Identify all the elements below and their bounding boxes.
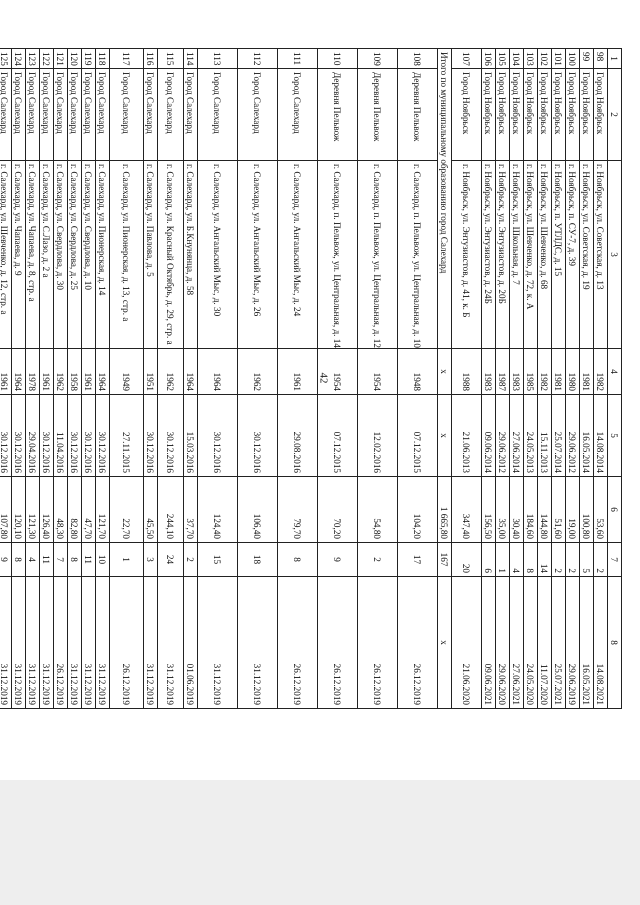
table-header-row [608,49,622,709]
cell-area: 124,40 [198,477,238,543]
cell-area: 30,40 [510,477,524,543]
cell-date: 25.07.2014 [552,395,566,477]
cell-municipality: Деревня Пельвож [358,69,398,161]
cell-address: г. Ноябрьск, ул. Советская, д. 13 [594,161,608,349]
cell-deadline: 26.12.2019 [110,577,144,709]
cell-year: 1964 [12,349,26,395]
cell-date: 12.02.2016 [358,395,398,477]
cell-municipality: Город Ноябрьск [482,69,496,161]
table-row [580,49,594,709]
cell-address: г. Ноябрьск, ул. Энтузиастов, д. 20Б [496,161,510,349]
cell-date: 21.06.2013 [452,395,482,477]
cell-address: г. Салехард, ул. Б.Кнунянца, д. 58 [184,161,198,349]
cell-number: 99 [580,49,594,69]
cell-count: 9 [0,543,12,577]
cell-deadline: 26.12.2019 [318,577,358,709]
cell-municipality: Город Салехард [238,69,278,161]
cell-area: 51,60 [552,477,566,543]
cell-year: 1964 [184,349,198,395]
cell-area: 35,00 [496,477,510,543]
cell-address: г. Салехард, ул. Шевченко, д. 12, стр. а [0,161,12,349]
cell-number: 105 [496,49,510,69]
cell-year: 1983 [510,349,524,395]
cell-address: г. Ноябрьск, ул. Шевченко, д. 72, к. А [524,161,538,349]
cell-date: 09.06.2014 [482,395,496,477]
cell-deadline: 31.12.2019 [96,577,110,709]
cell-municipality: Город Салехард [68,69,82,161]
cell-date: 07.12.2015 [318,395,358,477]
cell-count: 8 [12,543,26,577]
cell-year: 1954 [318,349,358,395]
cell-municipality: Город Салехард [96,69,110,161]
table-row [552,49,566,709]
cell-year: 1961 [40,349,54,395]
cell-year: 1962 [238,349,278,395]
cell-deadline: 31.12.2019 [26,577,40,709]
header-cell: 5 [608,395,622,477]
cell-address: г. Ноябрьск, п. УТЛДС, д. 15 [552,161,566,349]
header-cell: 6 [608,477,622,543]
cell-address: г. Ноябрьск, ул. Советская, д. 19 [580,161,594,349]
cell-address: г. Салехард, ул. Красный Октябрь, д. 29, стр. а [158,161,184,349]
cell-municipality: Город Салехард [184,69,198,161]
registry-table-rotated [0,48,622,708]
cell-number: 118 [96,49,110,69]
cell-date: 30.12.2016 [144,395,158,477]
cell-deadline: 31.12.2019 [158,577,184,709]
cell-count: 2 [566,543,580,577]
subtotal-col5: x [438,395,452,477]
cell-deadline: 21.06.2020 [452,577,482,709]
cell-deadline: 09.06.2021 [482,577,496,709]
cell-area: 156,50 [482,477,496,543]
table-row [538,49,552,709]
cell-number: 103 [524,49,538,69]
table-row [318,49,358,709]
cell-area: 53,60 [594,477,608,543]
cell-year: 1982 [538,349,552,395]
cell-date: 30.12.2016 [40,395,54,477]
cell-area: 144,80 [538,477,552,543]
cell-number: 119 [82,49,96,69]
cell-year: 1985 [524,349,538,395]
cell-number: 101 [552,49,566,69]
cell-area: 244,10 [158,477,184,543]
cell-count: 1 [110,543,144,577]
cell-date: 30.12.2016 [68,395,82,477]
cell-municipality: Город Салехард [0,69,12,161]
cell-count: 24 [158,543,184,577]
cell-municipality: Город Ноябрьск [510,69,524,161]
cell-number: 108 [398,49,438,69]
cell-deadline: 24.05.2020 [524,577,538,709]
cell-deadline: 11.07.2020 [538,577,552,709]
cell-address: г. Ноябрьск, п. СУ-7, д. 39 [566,161,580,349]
cell-date: 16.05.2014 [580,395,594,477]
cell-number: 112 [238,49,278,69]
cell-date: 27.11.2015 [110,395,144,477]
cell-date: 29.08.2016 [278,395,318,477]
cell-number: 110 [318,49,358,69]
cell-address: г. Ноябрьск, ул. Энтузиастов, д. 41, к. Б [452,161,482,349]
table-row [110,49,144,709]
cell-date: 07.12.2015 [398,395,438,477]
registry-table [0,48,622,709]
cell-deadline: 31.12.2019 [238,577,278,709]
cell-year: 1962 [54,349,68,395]
table-row [26,49,40,709]
cell-count: 20 [452,543,482,577]
cell-area: 79,70 [278,477,318,543]
table-row [0,49,12,709]
table-row [398,49,438,709]
cell-year: 1980 [566,349,580,395]
cell-date: 29.04.2016 [26,395,40,477]
cell-date: 30.12.2016 [238,395,278,477]
cell-count: 10 [96,543,110,577]
table-row [496,49,510,709]
header-cell: 8 [608,577,622,709]
cell-year: 1958 [68,349,82,395]
cell-municipality: Город Ноябрьск [566,69,580,161]
cell-address: г. Ноябрьск, ул. Школьная, д. 7 [510,161,524,349]
cell-address: г. Ноябрьск, ул. Шевченко, д. 68 [538,161,552,349]
cell-year: 1951 [144,349,158,395]
cell-municipality: Город Ноябрьск [538,69,552,161]
cell-count: 2 [552,543,566,577]
cell-date: 11.04.2016 [54,395,68,477]
cell-date: 29.06.2012 [566,395,580,477]
cell-deadline: 01.06.2019 [184,577,198,709]
cell-deadline: 31.12.2019 [144,577,158,709]
cell-number: 122 [40,49,54,69]
cell-count: 7 [54,543,68,577]
cell-deadline: 14.08.2021 [594,577,608,709]
table-row [510,49,524,709]
cell-count: 18 [238,543,278,577]
cell-municipality: Деревня Пельвож [318,69,358,161]
cell-municipality: Город Салехард [82,69,96,161]
cell-year: 1982 [594,349,608,395]
cell-number: 98 [594,49,608,69]
cell-address: г. Салехард, ул. Свердлова, д. 25 [68,161,82,349]
cell-deadline: 29.06.2019 [566,577,580,709]
cell-date: 24.05.2013 [524,395,538,477]
cell-address: г. Салехард, п. Пельвож, ул. Центральная, д. 12 [358,161,398,349]
cell-count: 8 [524,543,538,577]
cell-municipality: Город Салехард [158,69,184,161]
cell-deadline: 26.12.2019 [278,577,318,709]
cell-count: 2 [594,543,608,577]
table-row [54,49,68,709]
cell-year: 1961 [82,349,96,395]
cell-area: 19,00 [566,477,580,543]
cell-deadline: 31.12.2019 [68,577,82,709]
cell-municipality: Город Салехард [12,69,26,161]
cell-number: 104 [510,49,524,69]
cell-area: 100,80 [580,477,594,543]
cell-deadline: 29.06.2020 [496,577,510,709]
cell-address: г. Салехард, ул. Свердлова, д. 10 [82,161,96,349]
header-cell: 7 [608,543,622,577]
cell-area: 107,80 [0,477,12,543]
cell-year: 1987 [496,349,510,395]
subtotal-count: 167 [438,543,452,577]
header-cell: 2 [608,69,622,161]
cell-number: 114 [184,49,198,69]
cell-count: 11 [40,543,54,577]
cell-count: 2 [184,543,198,577]
subtotal-col4: x [438,349,452,395]
cell-municipality: Город Салехард [54,69,68,161]
table-row [482,49,496,709]
table-row [452,49,482,709]
cell-deadline: 31.12.2019 [198,577,238,709]
cell-count: 6 [482,543,496,577]
cell-area: 126,40 [40,477,54,543]
cell-year: 1964 [96,349,110,395]
table-row [566,49,580,709]
cell-number: 111 [278,49,318,69]
cell-address: г. Салехард, ул. Ангальский Мыс, д. 30 [198,161,238,349]
cell-area: 121,70 [96,477,110,543]
cell-date: 14.08.2014 [594,395,608,477]
table-row [82,49,96,709]
header-cell: 1 [608,49,622,69]
cell-area: 82,80 [68,477,82,543]
cell-year: 1978 [26,349,40,395]
cell-number: 107 [452,49,482,69]
table-row [198,49,238,709]
table-row [594,49,608,709]
cell-municipality: Город Салехард [144,69,158,161]
subtotal-label: Итого по муниципальному образованию город Салехард [438,49,452,349]
cell-year: 1961 [278,349,318,395]
cell-year: 1949 [110,349,144,395]
cell-number: 115 [158,49,184,69]
subtotal-row [438,49,452,709]
table-row [68,49,82,709]
cell-number: 120 [68,49,82,69]
cell-deadline: 27.06.2021 [510,577,524,709]
cell-municipality: Город Салехард [26,69,40,161]
cell-address: г. Салехард, ул. Пионерская, д. 13, стр. а [110,161,144,349]
cell-count: 15 [198,543,238,577]
cell-year: 1981 [552,349,566,395]
cell-address: г. Ноябрьск, ул. Энтузиастов, д. 24Б [482,161,496,349]
cell-date: 30.12.2016 [82,395,96,477]
cell-municipality: Город Ноябрьск [524,69,538,161]
cell-count: 17 [398,543,438,577]
cell-deadline: 25.07.2021 [552,577,566,709]
table-row [184,49,198,709]
cell-date: 30.12.2016 [96,395,110,477]
cell-deadline: 26.12.2019 [358,577,398,709]
cell-number: 121 [54,49,68,69]
cell-area: 37,70 [184,477,198,543]
cell-year: 1983 [482,349,496,395]
cell-area: 45,50 [144,477,158,543]
cell-number: 113 [198,49,238,69]
cell-count: 4 [26,543,40,577]
cell-area: 121,30 [26,477,40,543]
cell-address: г. Салехард, ул. Свердлова, д. 30 [54,161,68,349]
cell-date: 15.11.2013 [538,395,552,477]
cell-count: 9 [318,543,358,577]
cell-number: 116 [144,49,158,69]
cell-deadline: 31.12.2019 [40,577,54,709]
cell-area: 104,20 [398,477,438,543]
cell-deadline: 31.12.2019 [0,577,12,709]
cell-count: 3 [144,543,158,577]
cell-municipality: Город Салехард [198,69,238,161]
cell-count: 14 [538,543,552,577]
cell-year: 1954 [358,349,398,395]
table-row [96,49,110,709]
cell-year: 1988 [452,349,482,395]
cell-number: 102 [538,49,552,69]
cell-address: г. Салехард, ул. Павлова, д. 5 [144,161,158,349]
table-row [524,49,538,709]
cell-municipality: Город Салехард [110,69,144,161]
cell-number: 106 [482,49,496,69]
header-cell: 3 [608,161,622,349]
cell-area: 70,20 [318,477,358,543]
cell-deadline: 26.12.2019 [54,577,68,709]
registry-table-body [0,49,622,709]
subtotal-col8: x [438,577,452,709]
cell-count: 8 [68,543,82,577]
cell-address: г. Салехард, ул. Чапаева, д. 8, стр. а [26,161,40,349]
cell-area: 184,60 [524,477,538,543]
cell-number: 117 [110,49,144,69]
page-number: 42 [317,372,330,384]
cell-year: 1981 [580,349,594,395]
cell-date: 30.12.2016 [198,395,238,477]
cell-municipality: Город Ноябрьск [496,69,510,161]
cell-area: 106,40 [238,477,278,543]
cell-address: г. Салехард, п. Пельвож, ул. Центральная, д. 14 [318,161,358,349]
table-row [278,49,318,709]
cell-area: 120,10 [12,477,26,543]
cell-address: г. Салехард, п. Пельвож, ул. Центральная, д. 10 [398,161,438,349]
table-row [358,49,398,709]
cell-date: 15.03.2016 [184,395,198,477]
header-cell: 4 [608,349,622,395]
cell-area: 48,30 [54,477,68,543]
cell-address: г. Салехард, ул. Ангальский Мыс, д. 26 [238,161,278,349]
cell-area: 347,40 [452,477,482,543]
cell-count: 8 [278,543,318,577]
cell-count: 1 [496,543,510,577]
cell-address: г. Салехард, ул. Ангальский Мыс, д. 24 [278,161,318,349]
table-row [12,49,26,709]
cell-count: 5 [580,543,594,577]
cell-count: 11 [82,543,96,577]
cell-count: 2 [358,543,398,577]
registry-table-frame [0,48,622,708]
cell-date: 29.06.2012 [496,395,510,477]
cell-municipality: Город Салехард [40,69,54,161]
cell-deadline: 16.05.2021 [580,577,594,709]
cell-municipality: Город Ноябрьск [452,69,482,161]
cell-number: 124 [12,49,26,69]
cell-date: 30.12.2016 [12,395,26,477]
cell-date: 30.12.2016 [0,395,12,477]
cell-number: 125 [0,49,12,69]
cell-number: 100 [566,49,580,69]
cell-number: 123 [26,49,40,69]
cell-year: 1962 [158,349,184,395]
table-row [40,49,54,709]
cell-address: г. Салехард, ул. Пионерская, д. 14 [96,161,110,349]
cell-deadline: 31.12.2019 [82,577,96,709]
table-row [144,49,158,709]
cell-area: 54,80 [358,477,398,543]
cell-address: г. Салехард, ул. Чапаева, д. 9 [12,161,26,349]
cell-date: 27.06.2014 [510,395,524,477]
scan-edge [0,780,640,905]
cell-municipality: Город Ноябрьск [580,69,594,161]
cell-deadline: 26.12.2019 [398,577,438,709]
cell-year: 1961 [0,349,12,395]
subtotal-area: 1 665,80 [438,477,452,543]
cell-municipality: Деревня Пельвож [398,69,438,161]
cell-municipality: Город Ноябрьск [552,69,566,161]
cell-year: 1964 [198,349,238,395]
cell-number: 109 [358,49,398,69]
table-row [238,49,278,709]
cell-address: г. Салехард, ул. С.Лазо, д. 2 а [40,161,54,349]
cell-count: 4 [510,543,524,577]
table-row [158,49,184,709]
cell-area: 22,70 [110,477,144,543]
cell-municipality: Город Салехард [278,69,318,161]
cell-area: 47,70 [82,477,96,543]
cell-deadline: 31.12.2019 [12,577,26,709]
cell-municipality: Город Ноябрьск [594,69,608,161]
cell-year: 1948 [398,349,438,395]
cell-date: 30.12.2016 [158,395,184,477]
